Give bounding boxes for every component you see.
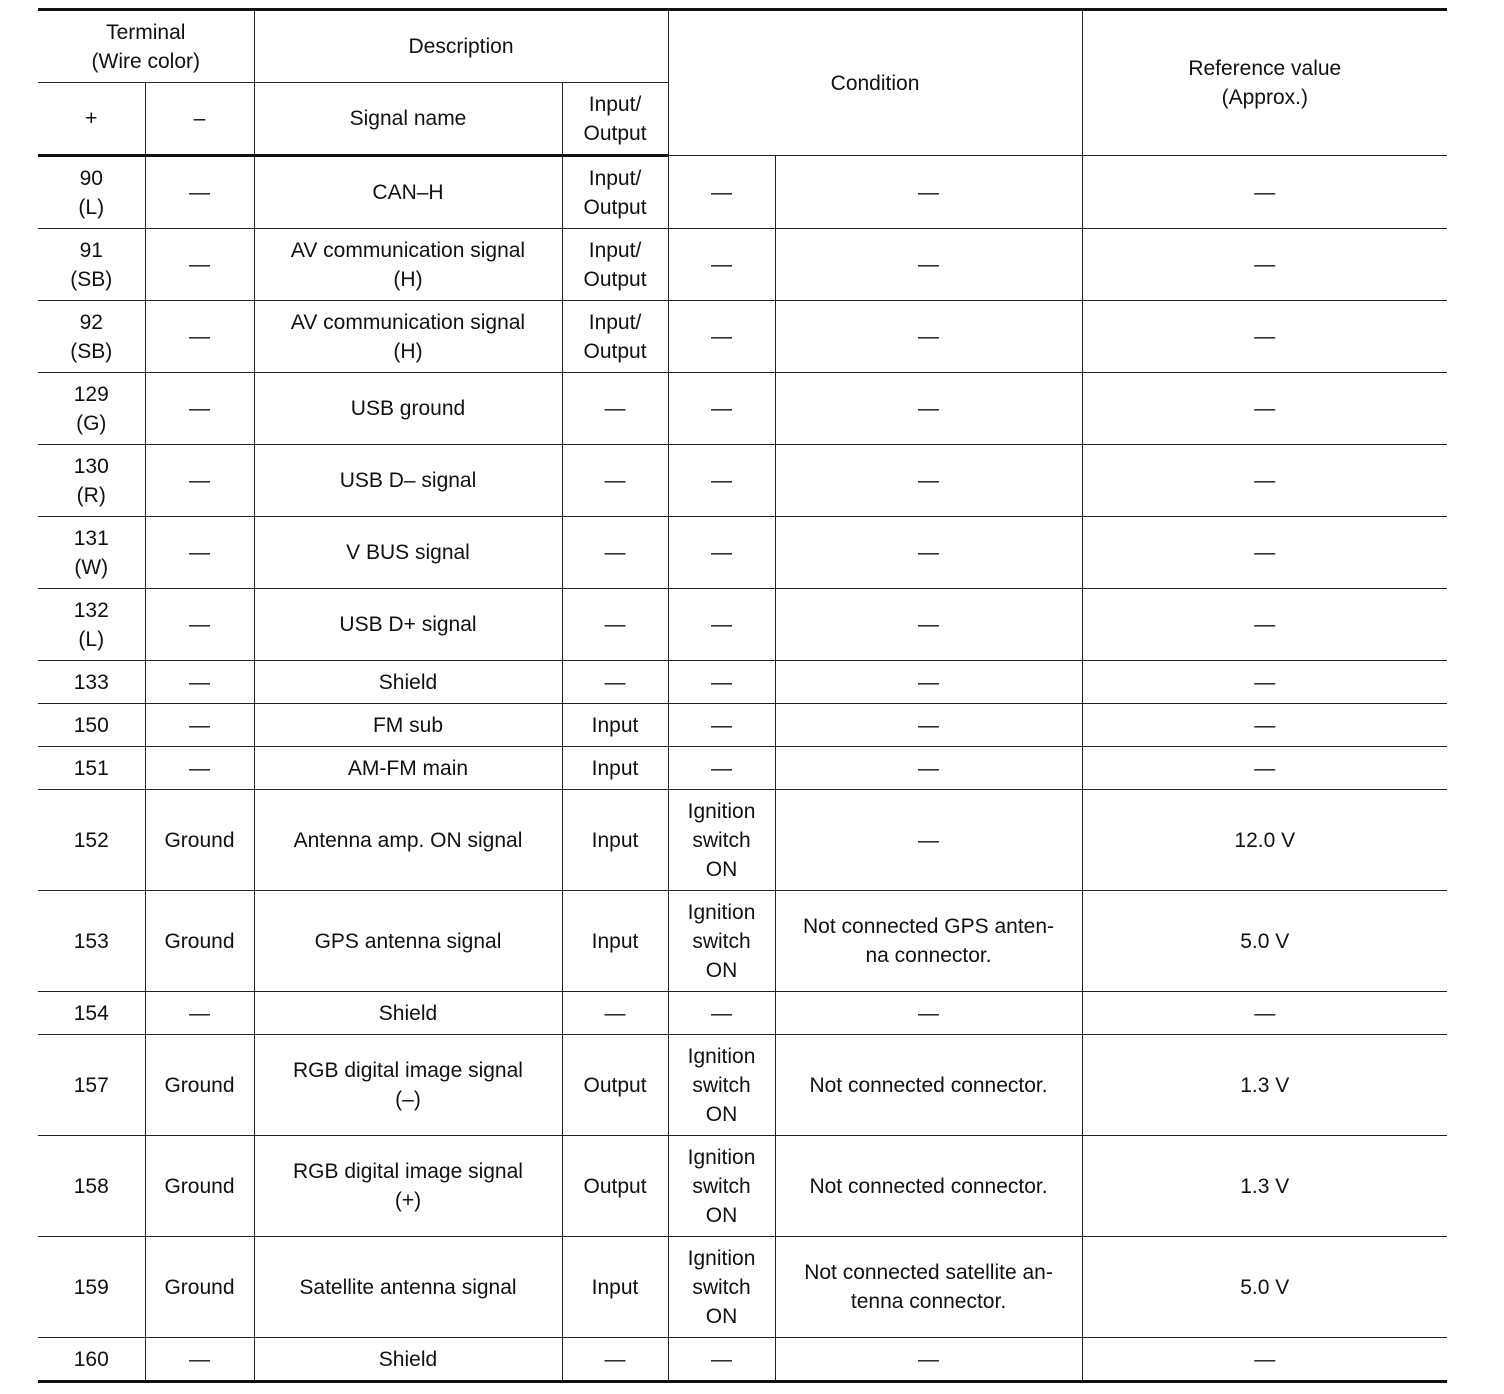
cell-terminal-plus: 151	[38, 747, 145, 790]
cell-terminal-minus: —	[145, 704, 254, 747]
cell-condition-detail: —	[775, 1338, 1082, 1382]
cell-condition-detail: —	[775, 704, 1082, 747]
cell-terminal-minus: —	[145, 301, 254, 373]
cell-terminal-minus: —	[145, 156, 254, 229]
cell-condition-switch: Ignition switch ON	[668, 790, 775, 891]
table-row	[38, 891, 1447, 992]
cell-signal-name: RGB digital image signal (+)	[254, 1136, 562, 1237]
table-row	[38, 301, 1447, 373]
cell-terminal-plus: 130 (R)	[38, 445, 145, 517]
cell-input-output: —	[562, 517, 668, 589]
cell-terminal-minus: —	[145, 589, 254, 661]
cell-signal-name: Shield	[254, 661, 562, 704]
cell-condition-switch: —	[668, 156, 775, 229]
cell-condition-switch: —	[668, 992, 775, 1035]
cell-condition-switch: —	[668, 229, 775, 301]
cell-condition-switch: —	[668, 589, 775, 661]
table-row	[38, 661, 1447, 704]
cell-signal-name: AV communication signal (H)	[254, 301, 562, 373]
table-row	[38, 517, 1447, 589]
header-reference-value: Reference value (Approx.)	[1082, 10, 1447, 156]
table-row	[38, 445, 1447, 517]
cell-reference-value: —	[1082, 156, 1447, 229]
cell-terminal-minus: Ground	[145, 1237, 254, 1338]
header-condition: Condition	[668, 10, 1082, 156]
cell-reference-value: —	[1082, 229, 1447, 301]
table-row	[38, 373, 1447, 445]
cell-reference-value: —	[1082, 517, 1447, 589]
terminal-table	[38, 8, 1447, 1383]
cell-terminal-minus: —	[145, 373, 254, 445]
cell-input-output: Input/ Output	[562, 156, 668, 229]
cell-terminal-plus: 160	[38, 1338, 145, 1382]
header-signal-name: Signal name	[254, 83, 562, 156]
cell-terminal-plus: 129 (G)	[38, 373, 145, 445]
cell-terminal-plus: 91 (SB)	[38, 229, 145, 301]
cell-terminal-minus: Ground	[145, 790, 254, 891]
cell-terminal-plus: 152	[38, 790, 145, 891]
table-row	[38, 229, 1447, 301]
cell-reference-value: —	[1082, 1338, 1447, 1382]
cell-condition-detail: —	[775, 517, 1082, 589]
cell-condition-detail: —	[775, 661, 1082, 704]
cell-reference-value: 5.0 V	[1082, 891, 1447, 992]
cell-input-output: Input/ Output	[562, 301, 668, 373]
cell-reference-value: 1.3 V	[1082, 1136, 1447, 1237]
cell-signal-name: Shield	[254, 992, 562, 1035]
cell-condition-detail: —	[775, 301, 1082, 373]
cell-terminal-plus: 92 (SB)	[38, 301, 145, 373]
cell-reference-value: 12.0 V	[1082, 790, 1447, 891]
cell-input-output: Input/ Output	[562, 229, 668, 301]
cell-signal-name: AM-FM main	[254, 747, 562, 790]
cell-terminal-minus: —	[145, 229, 254, 301]
cell-condition-switch: —	[668, 445, 775, 517]
cell-terminal-minus: Ground	[145, 891, 254, 992]
cell-condition-switch: —	[668, 1338, 775, 1382]
cell-condition-switch: Ignition switch ON	[668, 1237, 775, 1338]
cell-reference-value: —	[1082, 992, 1447, 1035]
cell-input-output: Input	[562, 747, 668, 790]
cell-input-output: Input	[562, 790, 668, 891]
cell-condition-detail: —	[775, 373, 1082, 445]
cell-condition-detail: —	[775, 589, 1082, 661]
cell-reference-value: 5.0 V	[1082, 1237, 1447, 1338]
cell-signal-name: USB ground	[254, 373, 562, 445]
cell-condition-switch: —	[668, 661, 775, 704]
cell-reference-value: —	[1082, 704, 1447, 747]
table-row	[38, 747, 1447, 790]
table-row	[38, 156, 1447, 229]
cell-input-output: —	[562, 661, 668, 704]
cell-signal-name: USB D– signal	[254, 445, 562, 517]
cell-condition-detail: —	[775, 992, 1082, 1035]
cell-condition-detail: —	[775, 747, 1082, 790]
table-row	[38, 1338, 1447, 1382]
cell-condition-switch: —	[668, 704, 775, 747]
cell-input-output: Input	[562, 1237, 668, 1338]
table-row	[38, 1035, 1447, 1136]
cell-reference-value: —	[1082, 445, 1447, 517]
cell-input-output: Input	[562, 891, 668, 992]
cell-terminal-plus: 133	[38, 661, 145, 704]
header-description: Description	[254, 10, 668, 83]
cell-signal-name: RGB digital image signal (–)	[254, 1035, 562, 1136]
cell-signal-name: FM sub	[254, 704, 562, 747]
cell-condition-switch: Ignition switch ON	[668, 891, 775, 992]
table-row	[38, 1237, 1447, 1338]
header-plus: +	[38, 83, 145, 156]
header-input-output: Input/ Output	[562, 83, 668, 156]
cell-signal-name: V BUS signal	[254, 517, 562, 589]
table-row	[38, 704, 1447, 747]
cell-condition-switch: —	[668, 747, 775, 790]
table-row	[38, 589, 1447, 661]
cell-terminal-plus: 150	[38, 704, 145, 747]
cell-terminal-minus: —	[145, 1338, 254, 1382]
cell-signal-name: AV communication signal (H)	[254, 229, 562, 301]
header-minus: –	[145, 83, 254, 156]
cell-condition-detail: Not connected satellite an- tenna connector.	[775, 1237, 1082, 1338]
cell-terminal-minus: —	[145, 445, 254, 517]
cell-condition-switch: —	[668, 517, 775, 589]
cell-terminal-minus: Ground	[145, 1136, 254, 1237]
cell-input-output: Output	[562, 1035, 668, 1136]
cell-terminal-plus: 159	[38, 1237, 145, 1338]
cell-condition-switch: Ignition switch ON	[668, 1035, 775, 1136]
cell-terminal-plus: 153	[38, 891, 145, 992]
cell-input-output: Output	[562, 1136, 668, 1237]
cell-terminal-plus: 132 (L)	[38, 589, 145, 661]
cell-signal-name: GPS antenna signal	[254, 891, 562, 992]
cell-input-output: —	[562, 992, 668, 1035]
cell-signal-name: CAN–H	[254, 156, 562, 229]
cell-condition-detail: —	[775, 156, 1082, 229]
cell-terminal-minus: —	[145, 992, 254, 1035]
cell-condition-switch: —	[668, 301, 775, 373]
cell-terminal-minus: —	[145, 661, 254, 704]
cell-input-output: —	[562, 589, 668, 661]
cell-condition-switch: —	[668, 373, 775, 445]
cell-condition-detail: Not connected connector.	[775, 1035, 1082, 1136]
cell-reference-value: 1.3 V	[1082, 1035, 1447, 1136]
cell-condition-switch: Ignition switch ON	[668, 1136, 775, 1237]
cell-signal-name: Antenna amp. ON signal	[254, 790, 562, 891]
cell-terminal-plus: 154	[38, 992, 145, 1035]
cell-reference-value: —	[1082, 589, 1447, 661]
cell-reference-value: —	[1082, 661, 1447, 704]
cell-input-output: —	[562, 1338, 668, 1382]
cell-terminal-plus: 131 (W)	[38, 517, 145, 589]
cell-terminal-plus: 157	[38, 1035, 145, 1136]
cell-signal-name: Satellite antenna signal	[254, 1237, 562, 1338]
cell-reference-value: —	[1082, 747, 1447, 790]
cell-condition-detail: —	[775, 790, 1082, 891]
cell-condition-detail: —	[775, 445, 1082, 517]
cell-terminal-plus: 90 (L)	[38, 156, 145, 229]
cell-terminal-minus: —	[145, 517, 254, 589]
cell-terminal-minus: Ground	[145, 1035, 254, 1136]
cell-signal-name: USB D+ signal	[254, 589, 562, 661]
cell-condition-detail: —	[775, 229, 1082, 301]
cell-signal-name: Shield	[254, 1338, 562, 1382]
header-terminal: Terminal (Wire color)	[38, 10, 254, 83]
cell-terminal-minus: —	[145, 747, 254, 790]
table-row	[38, 790, 1447, 891]
cell-condition-detail: Not connected connector.	[775, 1136, 1082, 1237]
cell-input-output: —	[562, 445, 668, 517]
cell-terminal-plus: 158	[38, 1136, 145, 1237]
cell-input-output: —	[562, 373, 668, 445]
table-row	[38, 1136, 1447, 1237]
table-row	[38, 992, 1447, 1035]
cell-condition-detail: Not connected GPS anten- na connector.	[775, 891, 1082, 992]
cell-reference-value: —	[1082, 373, 1447, 445]
cell-reference-value: —	[1082, 301, 1447, 373]
cell-input-output: Input	[562, 704, 668, 747]
